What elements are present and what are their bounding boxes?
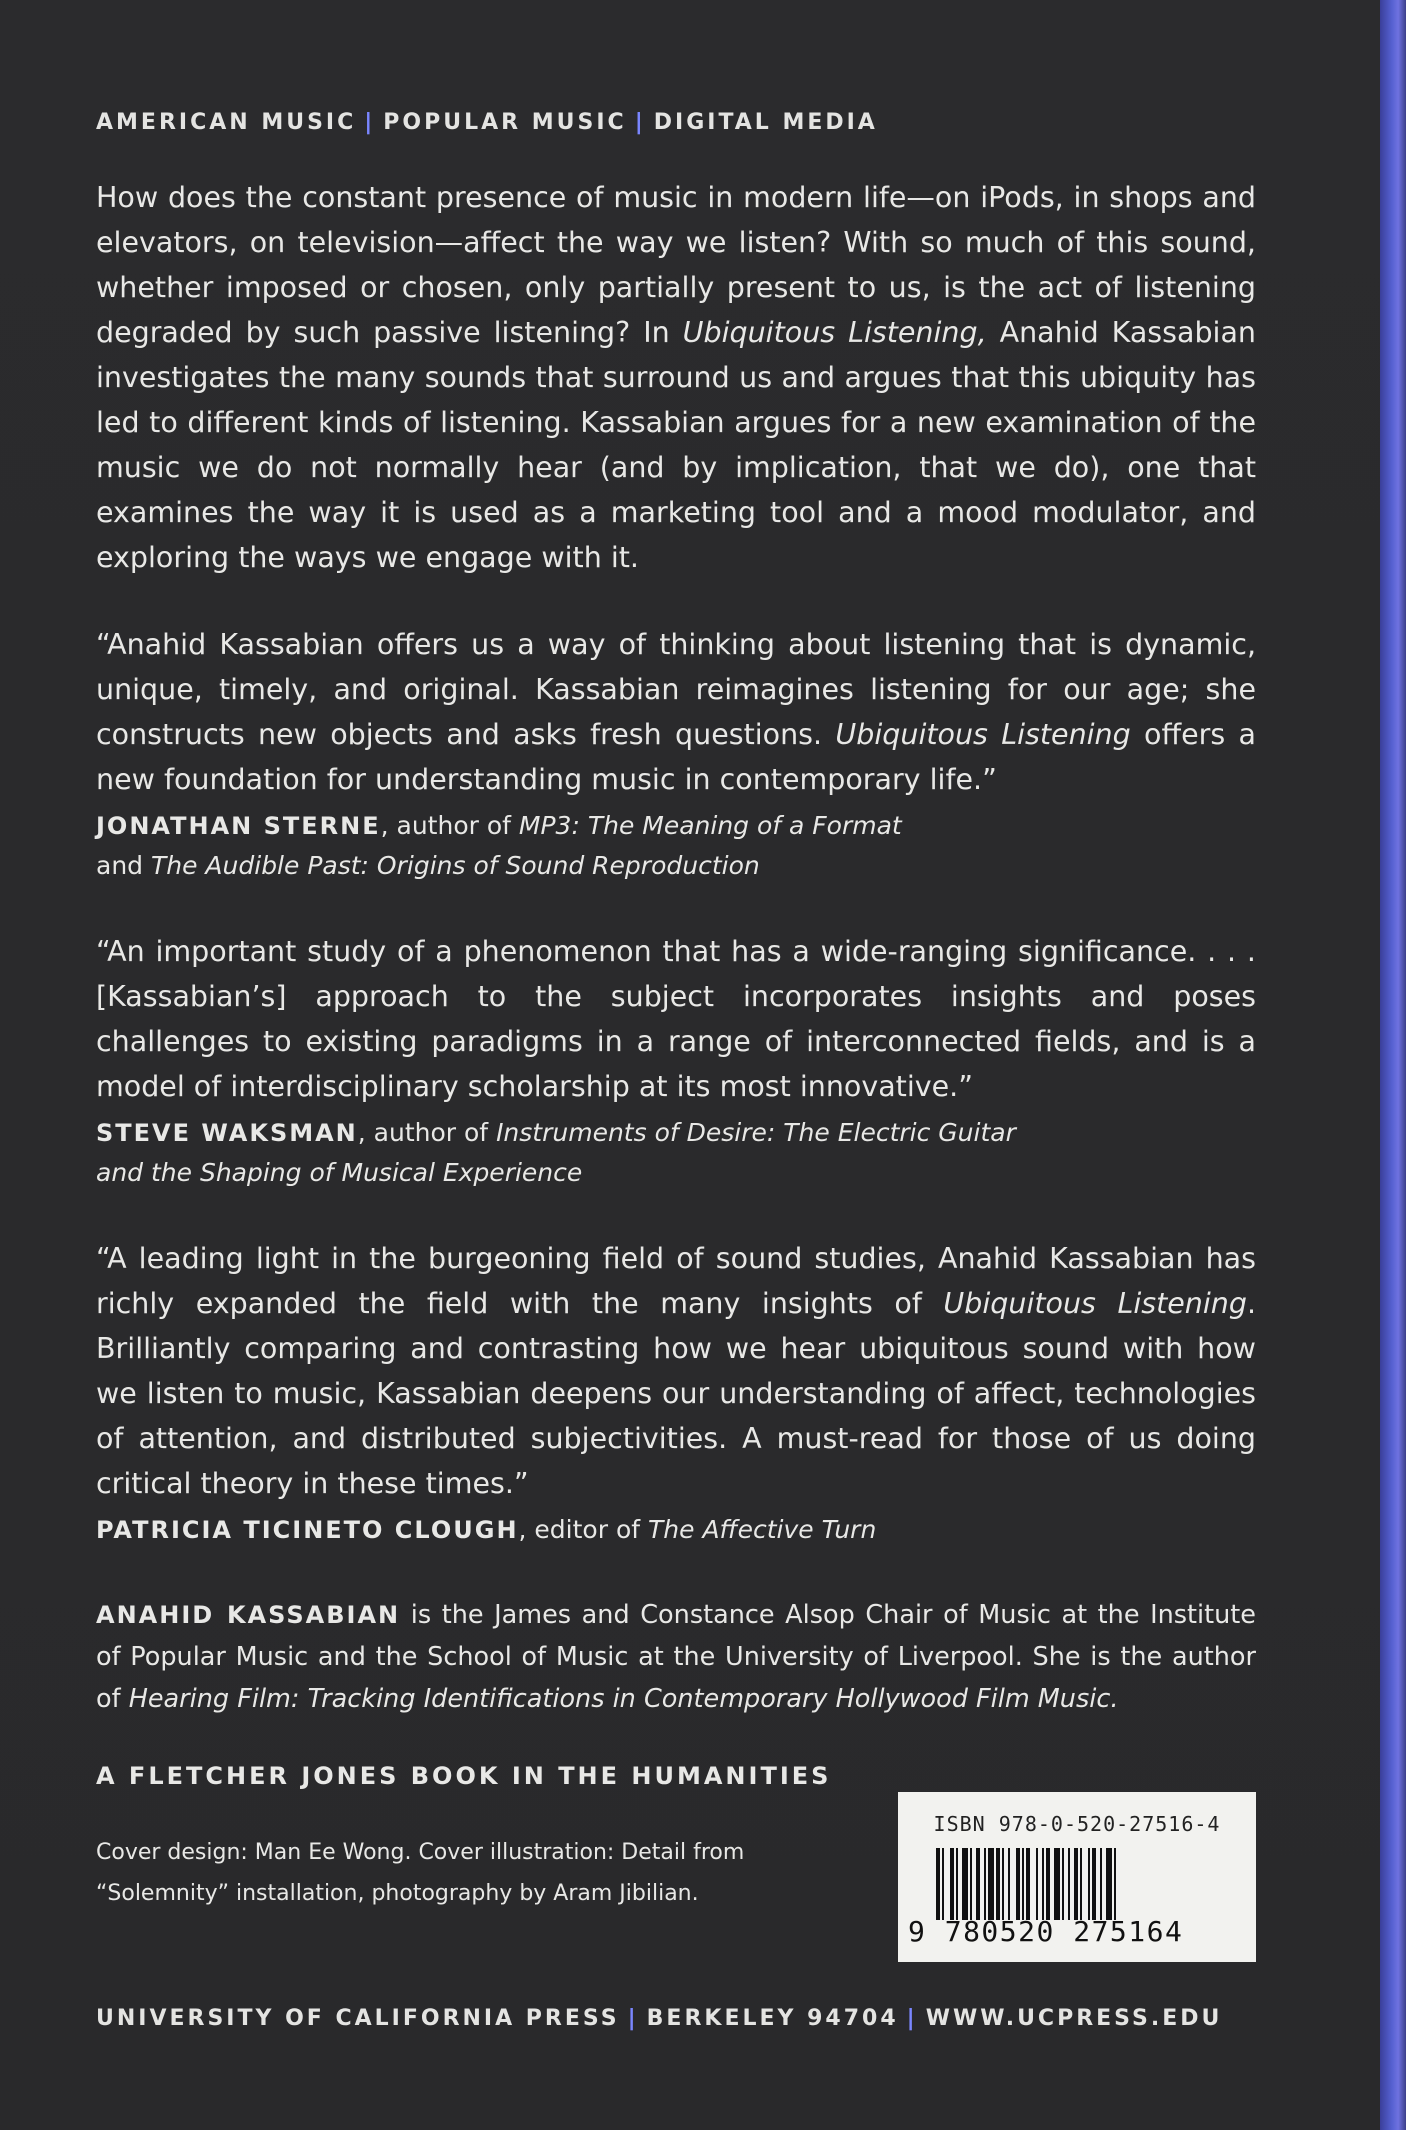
barcode-bar (1022, 1848, 1024, 1920)
blurb-role: , editor of (518, 1515, 648, 1544)
barcode-bar (1016, 1848, 1020, 1920)
barcode-bar (1002, 1848, 1004, 1920)
barcode-bar (1062, 1848, 1064, 1920)
barcode-bar (984, 1848, 986, 1920)
credits-line: “Solemnity” installation, photography by Aram Jibilian. (96, 1881, 699, 1906)
blurb-attribution-2 (96, 1113, 1256, 1192)
blurb-work: MP3: The Meaning of a Format (518, 811, 902, 840)
subject-1: POPULAR MUSIC (383, 110, 627, 135)
isbn-barcode (898, 1792, 1256, 1962)
blurb-attribution-3 (96, 1510, 1256, 1550)
quote-text: “Anahid Kassabian offers us a way of thinking about listening that is dynamic, unique, timely, and original. Kassabian reimagines listening for our age; she constructs new objects and asks fresh questions. (96, 628, 1256, 751)
publisher-url: WWW.UCPRESS.EDU (925, 2006, 1223, 2031)
blurb-role: , author of (357, 1118, 497, 1147)
blurb-author: PATRICIA TICINETO CLOUGH (96, 1516, 519, 1544)
blurb-work: and the Shaping of Musical Experience (96, 1158, 583, 1187)
barcode-bar (1036, 1848, 1038, 1920)
author-work: Hearing Film: Tracking Identifications in Contemporary Hollywood Film Music. (128, 1684, 1119, 1714)
subject-categories (96, 110, 1256, 135)
author-bio-text: is the James and Constance Alsop Chair of Music at the Institute of Popular Music and the School of Music at the University of Liverpool. She is the author of (96, 1600, 1256, 1714)
barcode-bar (942, 1848, 944, 1920)
blurb-role: , author of (380, 811, 519, 840)
quote-text: offers a new foundation for understanding music in contemporary life.” (96, 718, 1256, 796)
subject-0: AMERICAN MUSIC (96, 110, 357, 135)
blurb-joiner: and (96, 851, 151, 880)
barcode-bar (1054, 1848, 1060, 1920)
barcode-bar (1100, 1848, 1102, 1920)
description-text-1: How does the constant presence of music in modern life—on iPods, in shops and elevators, on television—affect the way we listen? With so much of this sound, whether imposed or chosen, only partially present to us, is the act of listening degraded by such passive listening? In (96, 181, 1256, 349)
barcode-bar (970, 1848, 972, 1920)
separator: | (627, 2006, 639, 2031)
blurb-quote-1 (96, 622, 1256, 802)
cover-content (96, 110, 1256, 1914)
barcode-bar (1106, 1848, 1112, 1920)
barcode-bar (1026, 1848, 1030, 1920)
barcode-bar (988, 1848, 994, 1920)
barcode-bar (1046, 1848, 1050, 1920)
separator: | (364, 110, 376, 135)
blurb-attribution-1 (96, 806, 1256, 885)
barcode-bar (1008, 1848, 1010, 1920)
quote-title: Ubiquitous Listening (835, 718, 1131, 751)
publisher-footer (96, 2006, 1256, 2031)
publisher-location: BERKELEY 94704 (646, 2006, 899, 2031)
barcode-bar (976, 1848, 980, 1920)
barcode-bar (936, 1848, 940, 1920)
book-description (96, 175, 1256, 580)
barcode-bar (950, 1848, 954, 1920)
blurb-author: STEVE WAKSMAN (96, 1119, 358, 1147)
author-bio (96, 1594, 1256, 1720)
quote-text: “An important study of a phenomenon that has a wide-ranging significance. . . . [Kassabian’s] approach to the subject incorporates insights and poses challenges to existing paradigms in a range of interconnected fields, and is a model of interdisciplinary scholarship at its most innovative.” (96, 935, 1256, 1103)
quote-text: . Brilliantly comparing and contrasting how we hear ubiquitous sound with how we listen to music, Kassabian deepens our understanding of affect, technologies of attention, and distributed subjectivities. A must-read for those of us doing critical theory in these times.” (96, 1287, 1256, 1500)
barcode-bar (1088, 1848, 1090, 1920)
barcode-bars-icon (936, 1848, 1218, 1920)
isbn-number: ISBN 978-0-520-27516-4 (933, 1812, 1221, 1836)
series-name: A FLETCHER JONES BOOK IN THE HUMANITIES (96, 1762, 832, 1790)
separator: | (634, 110, 646, 135)
barcode-bar (1074, 1848, 1078, 1920)
blurb-author: JONATHAN STERNE (96, 812, 381, 840)
barcode-bar (996, 1848, 1000, 1920)
quote-text: “A leading light in the burgeoning field of sound studies, Anahid Kassabian has richly expanded the field with the many insights of (96, 1242, 1256, 1320)
blurb-quote-3 (96, 1236, 1256, 1506)
author-name: ANAHID KASSABIAN (96, 1601, 401, 1629)
book-spine (1380, 0, 1406, 2130)
barcode-bar (956, 1848, 958, 1920)
barcode-bar (1080, 1848, 1082, 1920)
description-title: Ubiquitous Listening, (682, 316, 987, 349)
blurb-work: The Affective Turn (648, 1515, 877, 1544)
barcode-bar (1114, 1848, 1116, 1920)
blurb-work: Instruments of Desire: The Electric Guitar (496, 1118, 1016, 1147)
blurb-work: The Audible Past: Origins of Sound Reproduction (150, 851, 760, 880)
barcode-bar (1042, 1848, 1044, 1920)
description-text-2: Anahid Kassabian investigates the many sounds that surround us and argues that this ubiquity has led to different kinds of listening. Kassabian argues for a new examination of the music we do not normally hear (and by implication, that we do), one that examines the way it is used as a marketing tool and a mood modulator, and exploring the ways we engage with it. (96, 316, 1256, 574)
quote-title: Ubiquitous Listening (943, 1287, 1247, 1320)
barcode-bar (1092, 1848, 1096, 1920)
barcode-bar (1068, 1848, 1070, 1920)
publisher-name: UNIVERSITY OF CALIFORNIA PRESS (96, 2006, 620, 2031)
blurb-quote-2 (96, 929, 1256, 1109)
subject-2: DIGITAL MEDIA (653, 110, 878, 135)
credits-line: Cover design: Man Ee Wong. Cover illustration: Detail from (96, 1840, 745, 1865)
barcode-digits: 9 780520 275164 (908, 1915, 1184, 1948)
separator: | (906, 2006, 918, 2031)
barcode-bar (962, 1848, 968, 1920)
